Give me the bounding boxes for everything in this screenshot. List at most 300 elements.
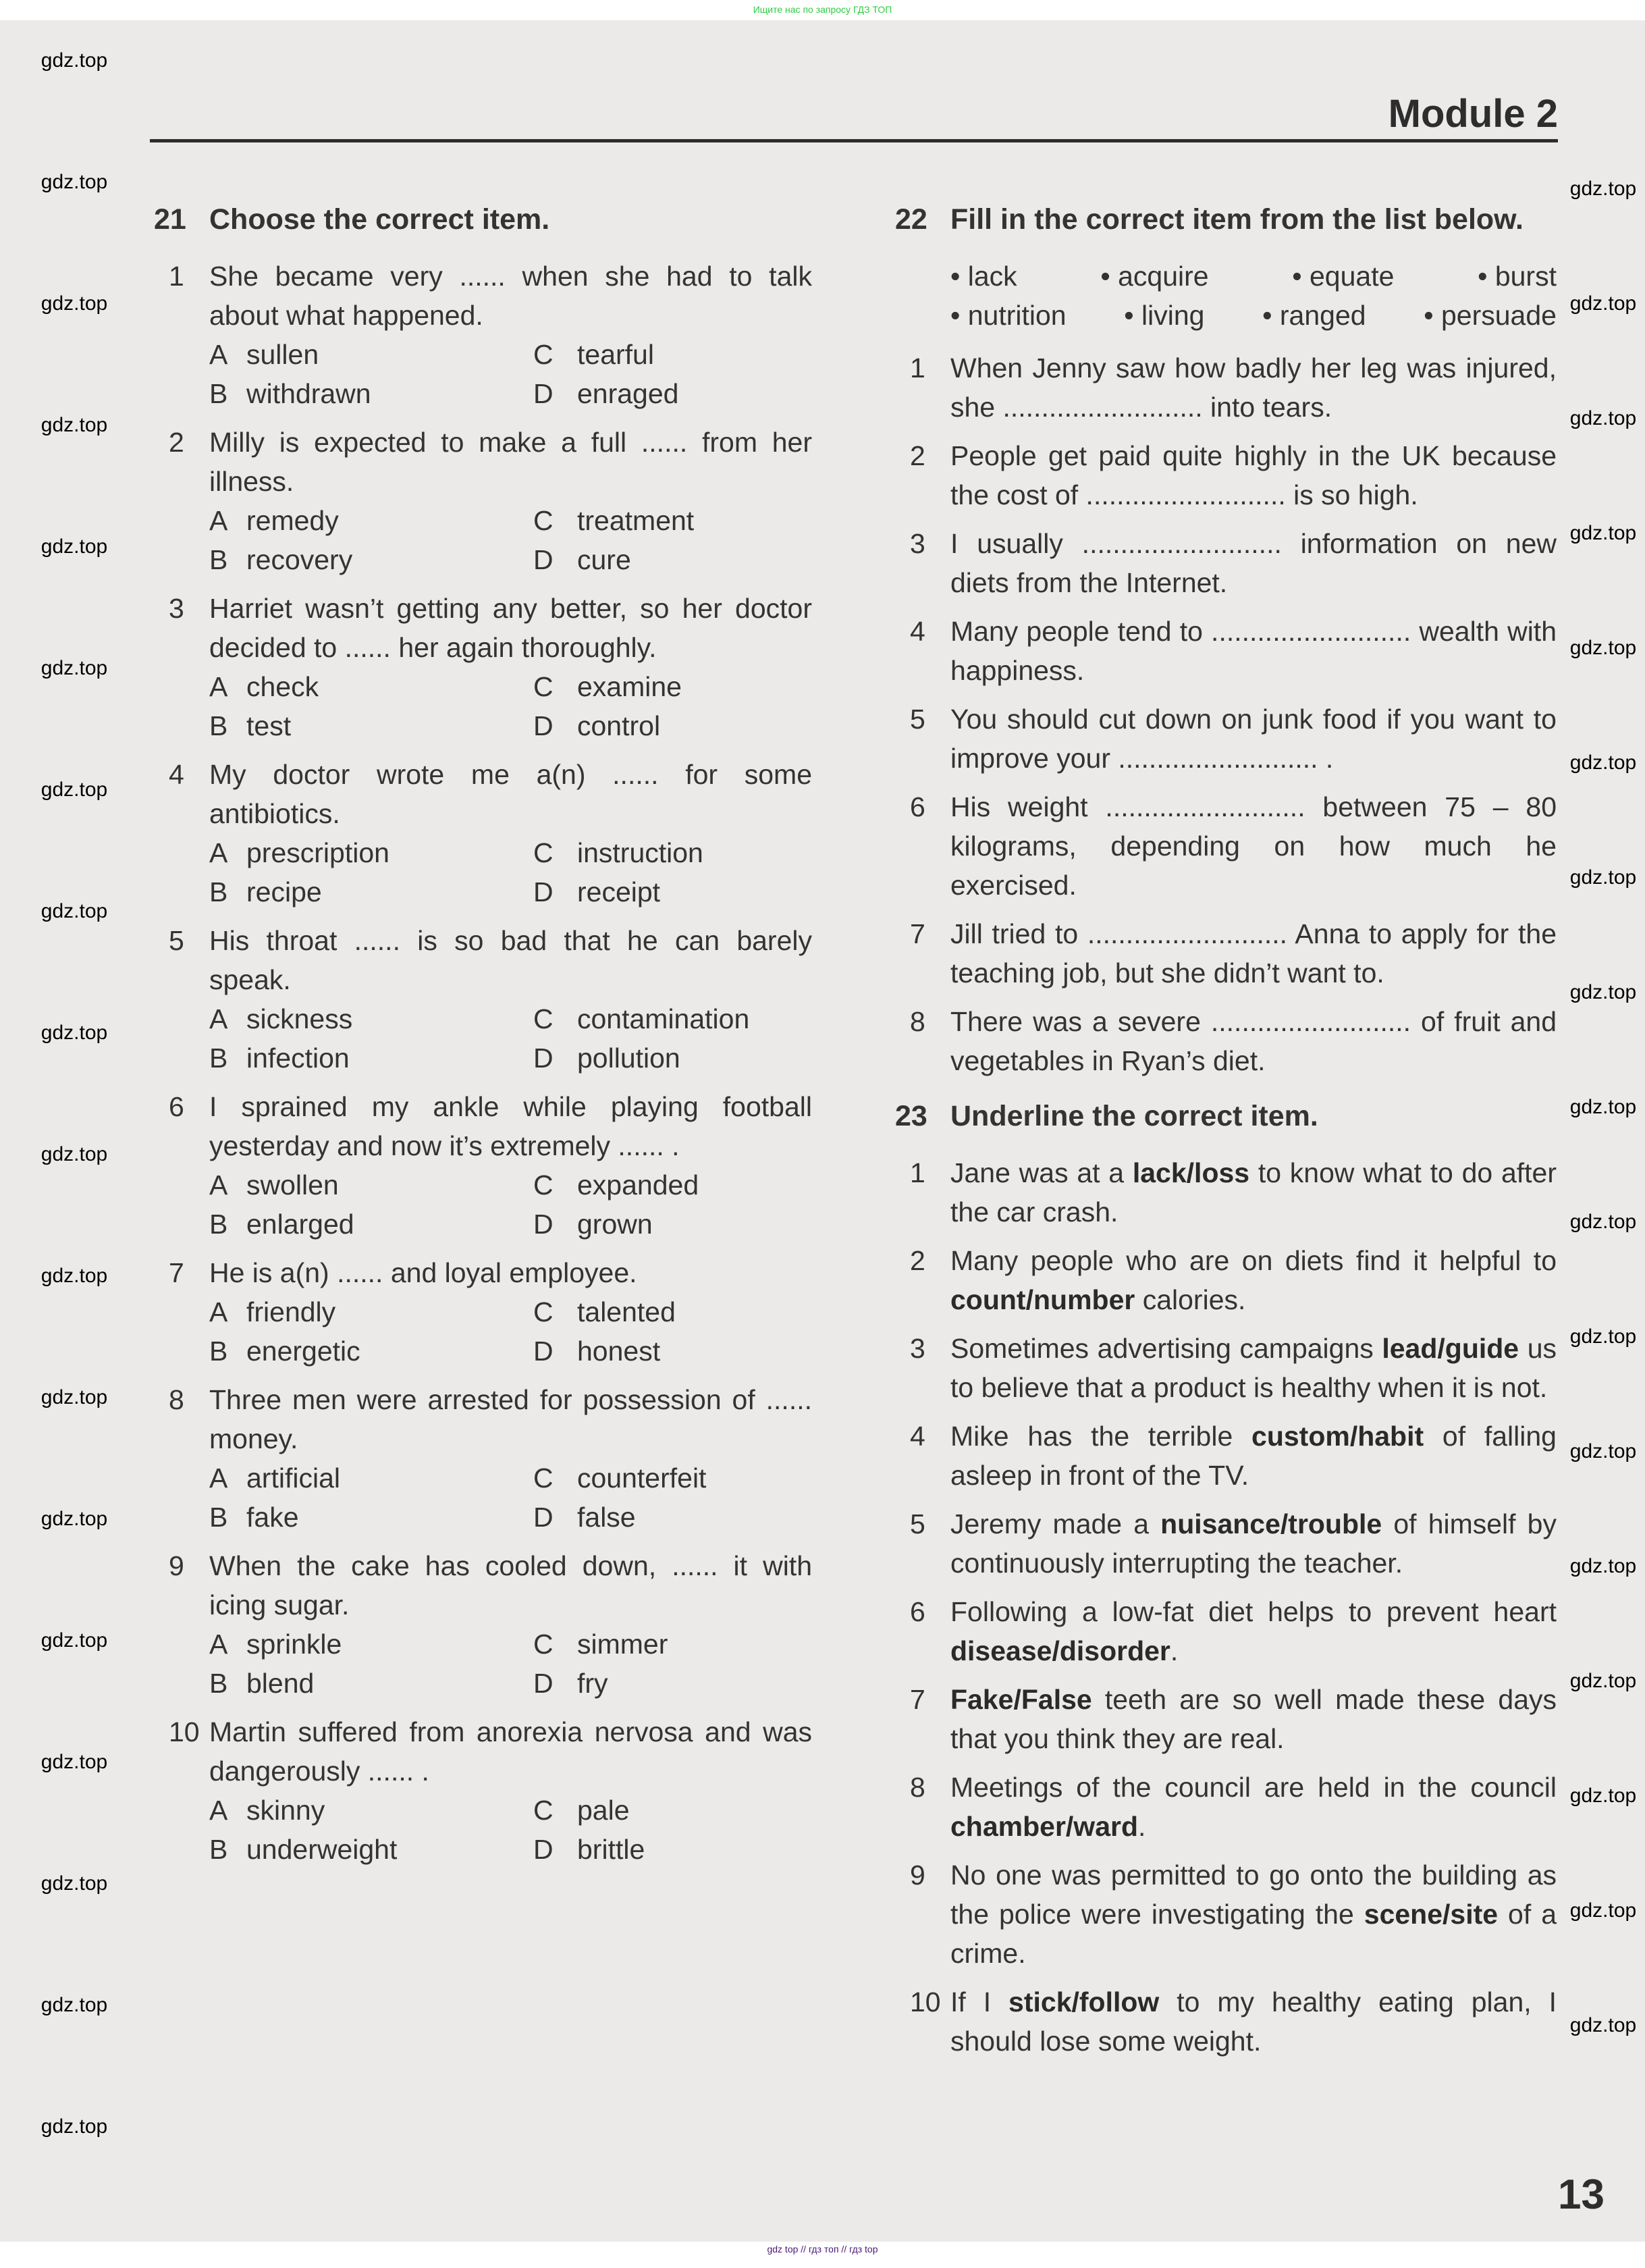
question-body (209, 423, 812, 579)
question-text: When the cake has cooled down, ...... it with icing sugar. (209, 1550, 812, 1620)
option-letter-a: A (209, 1629, 228, 1660)
underline-item (895, 1768, 1557, 1846)
item-number: 2 (910, 1245, 925, 1276)
watermark: gdz.top (1569, 407, 1637, 429)
word: equate (1310, 261, 1395, 292)
option-c[interactable]: talented (577, 1296, 676, 1327)
question-item (154, 1712, 812, 1869)
top-banner: Ищите нас по запросу ГДЗ ТОП (753, 4, 892, 15)
item-number-cell (895, 1504, 950, 1583)
item-number-cell (895, 1855, 950, 1973)
bullet-icon: • (1478, 261, 1495, 292)
item-number-cell (154, 1380, 209, 1537)
question-item (154, 1253, 812, 1371)
option-d[interactable]: control (577, 710, 661, 741)
footer-text: gdz top // гдз топ // гдз top (767, 2244, 878, 2254)
option-letter-b: B (209, 1834, 228, 1865)
item-number: 10 (169, 1716, 200, 1747)
fill-in-item (895, 348, 1557, 427)
sentence-text: I usually .......................... information on new diets from the Internet. (950, 528, 1557, 598)
sentence-post: teeth are so well made these days that you think they are real. (950, 1684, 1557, 1754)
option-letter-b: B (209, 1502, 228, 1533)
item-number: 7 (169, 1257, 184, 1288)
sentence-pre: Sometimes advertising campaigns (950, 1333, 1382, 1364)
word-list-item (1292, 257, 1394, 296)
module-title: Module 2 (1388, 92, 1558, 136)
watermark: gdz.top (1569, 1440, 1637, 1462)
option-c[interactable]: examine (577, 671, 682, 702)
item-number: 8 (910, 1006, 925, 1037)
option-letter-d: D (533, 710, 554, 741)
exercise-title: Choose the correct item. (209, 203, 550, 236)
bullet-icon: • (950, 300, 968, 331)
item-number: 3 (910, 1333, 925, 1364)
question-item (154, 921, 812, 1078)
item-number-cell (154, 589, 209, 745)
option-letter-d: D (533, 378, 554, 409)
question-body (209, 589, 812, 745)
sentence-text (950, 1592, 1557, 1670)
option-letter-a: A (209, 671, 228, 702)
sentence-post: of a crime. (950, 1899, 1557, 1969)
fill-in-item (895, 436, 1557, 515)
option-d[interactable]: pollution (577, 1043, 680, 1074)
item-number-cell (895, 1680, 950, 1758)
underline-item (895, 1592, 1557, 1670)
sentence-pre: Following a low-fat diet helps to prevent heart (950, 1596, 1557, 1627)
option-c[interactable]: expanded (577, 1169, 699, 1201)
word: burst (1494, 261, 1557, 292)
underline-item (895, 1982, 1557, 2061)
item-number-cell (895, 1982, 950, 2061)
item-number-cell (154, 1546, 209, 1703)
item-number: 3 (169, 593, 184, 624)
watermark: gdz.top (41, 1022, 108, 1044)
exercise-title: Fill in the correct item from the list below. (950, 203, 1523, 236)
fill-in-item (895, 612, 1557, 690)
option-letter-b: B (209, 544, 228, 575)
word: living (1141, 300, 1205, 331)
answer-options (209, 667, 812, 745)
sentence-text (950, 1680, 1557, 1758)
underline-item (895, 1504, 1557, 1583)
watermark: gdz.top (1569, 2014, 1637, 2036)
sentence-text (950, 1417, 1557, 1495)
exercise-22-heading (895, 200, 1557, 239)
question-body (209, 921, 812, 1078)
option-a[interactable]: artificial (246, 1462, 340, 1494)
watermark: gdz.top (41, 900, 108, 922)
choice-pair[interactable]: disease/disorder (950, 1635, 1170, 1666)
item-number-cell (154, 1087, 209, 1244)
option-letter-c: C (533, 671, 554, 702)
item-number: 6 (169, 1091, 184, 1122)
option-c[interactable]: instruction (577, 837, 703, 868)
answer-options (209, 999, 812, 1078)
watermark: gdz.top (1569, 1785, 1637, 1807)
option-c[interactable]: contamination (577, 1003, 750, 1034)
sentence-text: You should cut down on junk food if you want to improve your .......................... . (950, 704, 1557, 774)
word-list-item (950, 257, 1017, 296)
fill-in-item (895, 1002, 1557, 1080)
sentence-text (950, 1504, 1557, 1583)
question-item (154, 423, 812, 579)
right-column (895, 200, 1557, 2070)
answer-options (209, 1292, 812, 1371)
item-number-cell (895, 1592, 950, 1670)
sentence-text (950, 1982, 1557, 2061)
option-letter-d: D (533, 1209, 554, 1240)
item-number-cell (895, 787, 950, 905)
option-a[interactable]: skinny (246, 1795, 325, 1826)
sentence-text (950, 1329, 1557, 1407)
option-letter-c: C (533, 1169, 554, 1201)
exercise-21-heading (154, 200, 812, 239)
sentence-post: . (1138, 1811, 1146, 1842)
word-list (950, 257, 1557, 335)
sentence-pre: Jane was at a (950, 1157, 1133, 1188)
exercise-22-items (895, 348, 1557, 1080)
sentence-text: People get paid quite highly in the UK because the cost of .......................... is so high. (950, 440, 1557, 510)
item-number-cell (154, 257, 209, 413)
option-a[interactable]: sickness (246, 1003, 353, 1034)
word: nutrition (967, 300, 1067, 331)
question-text: Three men were arrested for possession of ...... money. (209, 1384, 812, 1454)
option-letter-a: A (209, 1169, 228, 1201)
watermark: gdz.top (1569, 522, 1637, 544)
watermark: gdz.top (41, 535, 108, 558)
sentence-text (950, 1241, 1557, 1319)
item-number: 8 (910, 1772, 925, 1803)
watermark: gdz.top (1569, 751, 1637, 774)
sentence-text (950, 1768, 1557, 1846)
item-number: 4 (169, 759, 184, 790)
item-number-cell (154, 1253, 209, 1371)
question-text: His throat ...... is so bad that he can barely speak. (209, 925, 812, 995)
answer-options (209, 833, 812, 912)
question-body (209, 1546, 812, 1703)
choice-pair[interactable]: scene/site (1364, 1899, 1499, 1930)
word-list-item (1124, 296, 1204, 335)
item-number: 4 (910, 1421, 925, 1452)
word: lack (967, 261, 1017, 292)
sentence-pre: Many people who are on diets find it helpful to (950, 1245, 1557, 1276)
watermark: gdz.top (41, 657, 108, 679)
word: persuade (1441, 300, 1557, 331)
option-a[interactable]: check (246, 671, 319, 702)
exercise-number: 22 (895, 203, 927, 236)
choice-pair[interactable]: lead/guide (1382, 1333, 1519, 1364)
choice-pair[interactable]: count/number (950, 1284, 1135, 1315)
watermark: gdz.top (41, 1508, 108, 1530)
option-a[interactable]: prescription (246, 837, 389, 868)
option-letter-b: B (209, 1336, 228, 1367)
header-rule (150, 139, 1558, 142)
watermark: gdz.top (1569, 637, 1637, 659)
option-letter-c: C (533, 1629, 554, 1660)
option-c[interactable]: pale (577, 1795, 630, 1826)
item-number: 2 (169, 427, 184, 458)
question-text: Martin suffered from anorexia nervosa and was dangerously ...... . (209, 1716, 812, 1787)
word-list-row (950, 296, 1557, 335)
exercise-number: 21 (154, 203, 186, 236)
bullet-icon: • (950, 261, 968, 292)
sentence-text (950, 1855, 1557, 1973)
option-d[interactable]: cure (577, 544, 631, 575)
item-number-cell (895, 1153, 950, 1232)
option-b[interactable]: blend (246, 1668, 315, 1699)
sentence-post: . (1170, 1635, 1179, 1666)
watermark: gdz.top (41, 292, 108, 315)
item-number: 5 (910, 1508, 925, 1539)
item-number-cell (154, 755, 209, 912)
item-number: 10 (910, 1986, 941, 2018)
word-list-item (1100, 257, 1208, 296)
item-number: 1 (169, 261, 184, 292)
watermark: gdz.top (41, 1629, 108, 1652)
item-number: 7 (910, 918, 925, 949)
question-text: My doctor wrote me a(n) ...... for some antibiotics. (209, 759, 812, 829)
watermark: gdz.top (41, 2115, 108, 2138)
option-letter-b: B (209, 710, 228, 741)
option-d[interactable]: false (577, 1502, 636, 1533)
option-letter-d: D (533, 544, 554, 575)
watermark: gdz.top (1569, 1096, 1637, 1118)
watermark: gdz.top (1569, 1670, 1637, 1692)
item-number-cell (895, 914, 950, 993)
fill-in-item (895, 524, 1557, 602)
watermark: gdz.top (1569, 1899, 1637, 1922)
option-letter-c: C (533, 1003, 554, 1034)
question-item (154, 755, 812, 912)
watermark: gdz.top (1569, 292, 1637, 315)
question-body (209, 1087, 812, 1244)
word-list-item (1424, 296, 1557, 335)
choice-pair[interactable]: chamber/ward (950, 1811, 1138, 1842)
option-letter-a: A (209, 1795, 228, 1826)
option-letter-b: B (209, 1668, 228, 1699)
bullet-icon: • (1424, 300, 1441, 331)
choice-pair[interactable]: nuisance/trouble (1160, 1508, 1382, 1539)
word-list-item (1478, 257, 1557, 296)
question-item (154, 589, 812, 745)
underline-item (895, 1855, 1557, 1973)
item-number: 9 (910, 1860, 925, 1891)
watermark: gdz.top (1569, 1555, 1637, 1577)
answer-options (209, 1458, 812, 1537)
sentence-text: Jill tried to .......................... Anna to apply for the teaching job, but she didn’t want to. (950, 918, 1557, 988)
option-letter-c: C (533, 339, 554, 370)
watermark: gdz.top (41, 1386, 108, 1408)
answer-options (209, 501, 812, 579)
option-letter-a: A (209, 1296, 228, 1327)
item-number-cell (895, 524, 950, 602)
option-b[interactable]: underweight (246, 1834, 398, 1865)
item-number: 1 (910, 352, 925, 384)
left-column (154, 200, 812, 1878)
item-number-cell (895, 1002, 950, 1080)
option-a[interactable]: sprinkle (246, 1629, 342, 1660)
answer-options (209, 335, 812, 413)
item-number: 4 (910, 616, 925, 647)
answer-options (209, 1625, 812, 1703)
question-body (209, 755, 812, 912)
word-list-item (1262, 296, 1366, 335)
option-b[interactable]: enlarged (246, 1209, 354, 1240)
option-b[interactable]: recipe (246, 876, 322, 907)
sentence-pre: Mike has the terrible (950, 1421, 1252, 1452)
underline-item (895, 1680, 1557, 1758)
option-a[interactable]: friendly (246, 1296, 336, 1327)
watermark: gdz.top (41, 414, 108, 436)
question-text: Milly is expected to make a full ...... from her illness. (209, 427, 812, 497)
option-letter-c: C (533, 1462, 554, 1494)
item-number-cell (895, 1768, 950, 1846)
watermark: gdz.top (41, 1143, 108, 1165)
sentence-post: to my healthy eating plan, I should lose some weight. (950, 1986, 1557, 2057)
bullet-icon: • (1292, 261, 1310, 292)
fill-in-item (895, 700, 1557, 778)
underline-item (895, 1241, 1557, 1319)
option-d[interactable]: grown (577, 1209, 653, 1240)
answer-options (209, 1791, 812, 1869)
option-d[interactable]: fry (577, 1668, 608, 1699)
choice-pair[interactable]: lack/loss (1132, 1157, 1250, 1188)
word: ranged (1279, 300, 1366, 331)
question-item (154, 1546, 812, 1703)
option-a[interactable]: remedy (246, 505, 339, 536)
item-number: 6 (910, 791, 925, 822)
sentence-pre: Meetings of the council are held in the council (950, 1772, 1557, 1803)
word: acquire (1118, 261, 1209, 292)
option-letter-a: A (209, 339, 228, 370)
sentence-post: to know what to do after the car crash. (950, 1157, 1557, 1228)
option-a[interactable]: sullen (246, 339, 319, 370)
watermark: gdz.top (41, 1872, 108, 1895)
sentence-post: of falling asleep in front of the TV. (950, 1421, 1557, 1491)
option-letter-c: C (533, 505, 554, 536)
option-c[interactable]: counterfeit (577, 1462, 707, 1494)
exercise-23-heading (895, 1097, 1557, 1136)
watermark: gdz.top (1569, 1211, 1637, 1233)
item-number-cell (154, 423, 209, 579)
choice-pair[interactable]: custom/habit (1251, 1421, 1424, 1452)
choice-pair[interactable]: stick/follow (1008, 1986, 1160, 2018)
option-letter-d: D (533, 1336, 554, 1367)
item-number: 7 (910, 1684, 925, 1715)
exercise-21-items (154, 257, 812, 1869)
choice-pair[interactable]: Fake/False (950, 1684, 1092, 1715)
option-letter-d: D (533, 876, 554, 907)
page-number: 13 (1558, 2171, 1604, 2218)
option-letter-d: D (533, 1668, 554, 1699)
option-letter-c: C (533, 1296, 554, 1327)
option-d[interactable]: honest (577, 1336, 661, 1367)
sentence-text: There was a severe .......................... of fruit and vegetables in Ryan’s diet. (950, 1006, 1557, 1076)
question-text: Harriet wasn’t getting any better, so her doctor decided to ...... her again thoroughly. (209, 593, 812, 663)
question-body (209, 1712, 812, 1869)
option-b[interactable]: energetic (246, 1336, 360, 1367)
underline-item (895, 1329, 1557, 1407)
bullet-icon: • (1124, 300, 1142, 331)
watermark: gdz.top (1569, 178, 1637, 200)
option-a[interactable]: swollen (246, 1169, 339, 1201)
question-item (154, 1087, 812, 1244)
option-b[interactable]: recovery (246, 544, 353, 575)
option-c[interactable]: simmer (577, 1629, 668, 1660)
option-letter-b: B (209, 876, 228, 907)
option-b[interactable]: infection (246, 1043, 350, 1074)
option-letter-a: A (209, 505, 228, 536)
option-letter-c: C (533, 1795, 554, 1826)
option-c[interactable]: tearful (577, 339, 654, 370)
option-b[interactable]: fake (246, 1502, 299, 1533)
item-number: 5 (910, 704, 925, 735)
word-list-item (950, 296, 1067, 335)
item-number: 6 (910, 1596, 925, 1627)
question-text: He is a(n) ...... and loyal employee. (209, 1257, 637, 1288)
sentence-pre: No one was permitted to go onto the building as the police were investigating the (950, 1860, 1557, 1930)
item-number-cell (895, 1329, 950, 1407)
sentence-text: When Jenny saw how badly her leg was injured, she .......................... into tears. (950, 352, 1557, 423)
item-number-cell (895, 348, 950, 427)
item-number-cell (154, 1712, 209, 1869)
item-number-cell (895, 1241, 950, 1319)
item-number: 3 (910, 528, 925, 559)
item-number: 1 (910, 1157, 925, 1188)
option-b[interactable]: test (246, 710, 292, 741)
item-number: 5 (169, 925, 184, 956)
item-number: 8 (169, 1384, 184, 1415)
exercise-title: Underline the correct item. (950, 1100, 1318, 1132)
answer-options (209, 1165, 812, 1244)
sentence-post: of himself by continuously interrupting the teacher. (950, 1508, 1557, 1579)
watermark: gdz.top (41, 779, 108, 801)
item-number-cell (154, 921, 209, 1078)
option-d[interactable]: enraged (577, 378, 679, 409)
fill-in-item (895, 787, 1557, 905)
option-c[interactable]: treatment (577, 505, 695, 536)
option-b[interactable]: withdrawn (246, 378, 371, 409)
option-letter-a: A (209, 1462, 228, 1494)
item-number-cell (895, 612, 950, 690)
bullet-icon: • (1100, 261, 1118, 292)
option-d[interactable]: brittle (577, 1834, 645, 1865)
option-letter-b: B (209, 1043, 228, 1074)
watermark: gdz.top (41, 49, 108, 72)
question-text: I sprained my ankle while playing football yesterday and now it’s extremely ...... . (209, 1091, 812, 1161)
sentence-text: Many people tend to .......................... wealth with happiness. (950, 616, 1557, 686)
item-number-cell (895, 700, 950, 778)
bullet-icon: • (1262, 300, 1280, 331)
item-number-cell (895, 436, 950, 515)
watermark: gdz.top (1569, 1325, 1637, 1348)
option-letter-c: C (533, 837, 554, 868)
exercise-23-items (895, 1153, 1557, 2061)
item-number: 9 (169, 1550, 184, 1581)
sentence-text (950, 1153, 1557, 1232)
sentence-pre: If I (950, 1986, 1009, 2018)
watermark: gdz.top (41, 171, 108, 193)
item-number-cell (895, 1417, 950, 1495)
sentence-post: calories. (1135, 1284, 1246, 1315)
option-letter-d: D (533, 1043, 554, 1074)
option-d[interactable]: receipt (577, 876, 661, 907)
watermark: gdz.top (41, 1994, 108, 2016)
fill-in-item (895, 914, 1557, 993)
underline-item (895, 1417, 1557, 1495)
word-list-row (950, 257, 1557, 296)
